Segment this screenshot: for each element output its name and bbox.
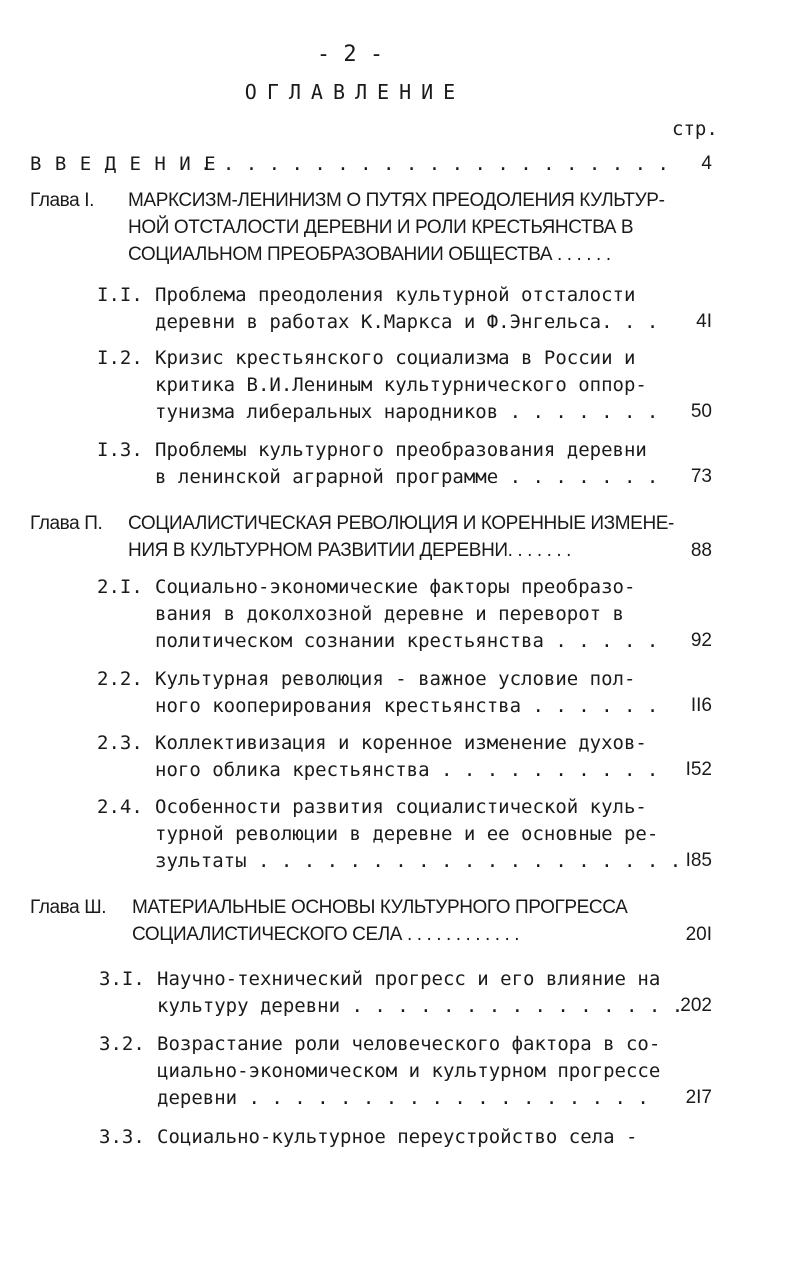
section-title-line: Коллективизация и коренное изменение духов- [155, 732, 647, 754]
section-title-line: деревни . . . . . . . . . . . . . . . . . . [157, 1087, 649, 1109]
section-title-line: тунизма либеральных народников . . . . . . . [155, 401, 659, 423]
chapter-1-label: Глава I. [30, 190, 94, 211]
section-number: 2.I. [97, 576, 143, 598]
section-page: 50 [690, 401, 712, 422]
chapter-3-label: Глава Ш. [30, 897, 107, 918]
section-title-line: ного облика крестьянства . . . . . . . . . . [155, 759, 659, 781]
chapter-2-label: Глава П. [30, 513, 103, 534]
chapter-3-title-line: СОЦИАЛИСТИЧЕСКОГО СЕЛА . . . . . . . . . . . . [132, 924, 520, 945]
page-title: ОГЛАВЛЕНИЕ [244, 80, 466, 104]
page-column-label: стр. [672, 118, 718, 140]
section-title-line: Кризис крестьянского социализма в России и [155, 347, 636, 369]
section-title-line: ного кооперирования крестьянства . . . . . . [155, 695, 659, 717]
chapter-1-title-line: СОЦИАЛЬНОМ ПРЕОБРАЗОВАНИИ ОБЩЕСТВА . . . . . . [128, 244, 611, 265]
section-page: 4I [696, 311, 712, 332]
section-page: I85 [685, 850, 712, 871]
section-number: I.2. [97, 347, 143, 369]
section-page: 73 [690, 466, 712, 487]
section-page: 2I7 [685, 1087, 712, 1108]
section-number: 3.I. [99, 968, 145, 990]
intro-page: 4 [701, 153, 712, 174]
section-number: 2.2. [97, 668, 143, 690]
section-title-line: Научно-технический прогресс и его влияние на [157, 968, 661, 990]
chapter-3-page: 20I [685, 924, 712, 945]
section-title-line: турной революции в деревне и ее основные ре- [155, 823, 659, 845]
section-title-line: культуру деревни . . . . . . . . . . . . . . . [157, 995, 684, 1017]
page-number: - 2 - [316, 42, 384, 67]
intro-leader-dots: . . . . . . . . . . . . . . . . . . . . . [200, 153, 669, 175]
section-title-line: политическом сознании крестьянства . . . . . [155, 630, 659, 652]
section-title-line: Социально-культурное переустройство села - [157, 1126, 638, 1148]
section-title-line: Проблемы культурного преобразования деревни [155, 439, 647, 461]
section-number: 2.3. [97, 732, 143, 754]
section-title-line: критика В.И.Лениным культурнического оппор- [155, 374, 647, 396]
section-title-line: вания в доколхозной деревне и переворот в [155, 603, 624, 625]
chapter-1-title-line: НОЙ ОТСТАЛОСТИ ДЕРЕВНИ И РОЛИ КРЕСТЬЯНСТВА В [128, 217, 634, 238]
section-title-line: Проблема преодоления культурной отсталости [155, 284, 636, 306]
intro-label: В В Е Д Е Н И Е [30, 153, 217, 175]
section-page: 92 [690, 630, 712, 651]
section-title-line: деревни в работах К.Маркса и Ф.Энгельса. . . [155, 311, 659, 333]
chapter-2-title-line: НИЯ В КУЛЬТУРНОМ РАЗВИТИИ ДЕРЕВНИ. . . . . . . [128, 540, 572, 561]
section-page: II6 [690, 695, 712, 716]
section-number: I.I. [97, 284, 143, 306]
section-title-line: Культурная революция - важное условие пол- [155, 668, 636, 690]
section-number: 3.2. [99, 1033, 145, 1055]
section-title-line: в ленинской аграрной программе . . . . . . . [155, 466, 659, 488]
section-number: 2.4. [97, 796, 143, 818]
section-page: 202 [680, 995, 712, 1016]
section-page: I52 [685, 759, 712, 780]
section-number: I.3. [97, 439, 143, 461]
section-title-line: Возрастание роли человеческого фактора в со- [157, 1033, 661, 1055]
chapter-3-title-line: МАТЕРИАЛЬНЫЕ ОСНОВЫ КУЛЬТУРНОГО ПРОГРЕССА [132, 897, 628, 918]
chapter-1-title-line: МАРКСИЗМ-ЛЕНИНИЗМ О ПУТЯХ ПРЕОДОЛЕНИЯ КУЛЬТУР- [128, 190, 665, 211]
chapter-2-page: 88 [690, 540, 712, 561]
section-number: 3.3. [99, 1126, 145, 1148]
section-title-line: циально-экономическом и культурном прогрессе [157, 1060, 661, 1082]
section-title-line: Социально-экономические факторы преобразо- [155, 576, 636, 598]
chapter-2-title-line: СОЦИАЛИСТИЧЕСКАЯ РЕВОЛЮЦИЯ И КОРЕННЫЕ ИЗМЕНЕ- [128, 513, 674, 534]
section-title-line: зультаты . . . . . . . . . . . . . . . . . . . [155, 850, 682, 872]
section-title-line: Особенности развития социалистической куль- [155, 796, 647, 818]
